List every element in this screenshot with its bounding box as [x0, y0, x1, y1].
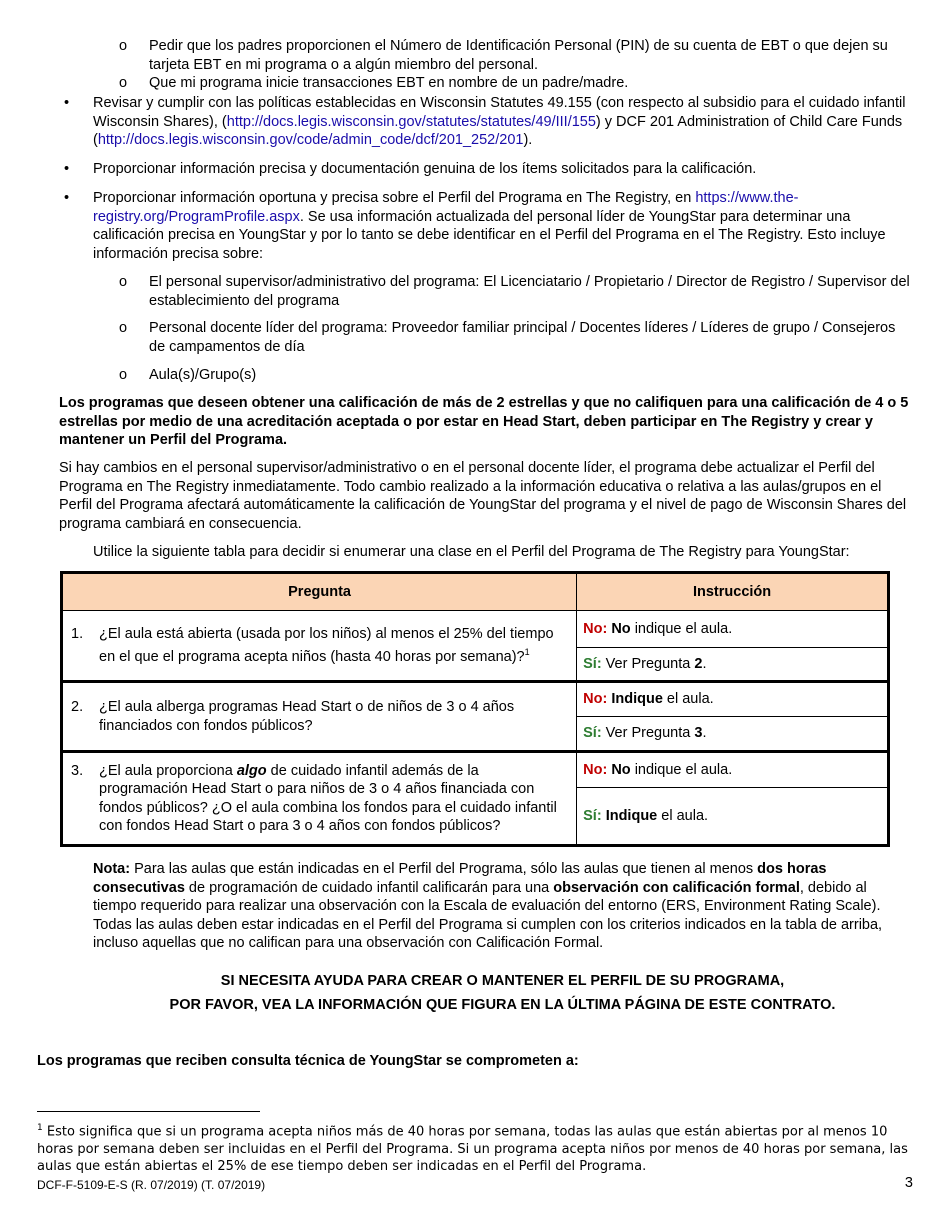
instruction-si: [577, 788, 889, 846]
question-cell: [62, 752, 577, 846]
table-intro: Utilice la siguiente tabla para decidir si enumerar una clase en el Perfil del Programa de The Registry para YoungStar:: [93, 544, 850, 560]
profile-changes-paragraph: Si hay cambios en el personal supervisor/administrativo o en el personal docente líder, el programa debe actualizar el Perfil del Programa en The Registry inmediatamente. Todo cambio realizado a la información educativa o relativa a las aulas/grupos en el Perfil del Programa afectará automáticamente la calificación de YoungStar del programa y el nivel de pago de Wisconsin Shares del programa cambiará en consecuencia.: [59, 460, 907, 532]
footnote-text: Esto significa que si un programa acepta niños más de 40 horas por semana, todas las aulas que están abiertas por al menos 10 horas por semana deben ser incluidas en el Perfil del Programa. Si un programa acepta niños por menos de 40 horas por semana, las aulas que están abiertas el 25% de ese tiempo deben ser indicadas en el Perfil del Programa.: [37, 1124, 908, 1175]
question-number: 2.: [71, 699, 84, 715]
footnote-ref: 1: [524, 647, 530, 658]
classroom-decision-table: [60, 571, 890, 847]
table-row: [62, 611, 889, 648]
question-number: 3.: [71, 762, 84, 779]
no-label: No:: [583, 691, 608, 708]
note-emphasis: observación con calificación formal: [553, 879, 800, 896]
question-text-body: ¿El aula está abierta (usada por los niños) al menos el 25% del tiempo en el que el programa acepta niños (hasta 40 horas por semana)?: [99, 625, 554, 665]
list-marker: o: [119, 367, 128, 383]
header-question: Pregunta: [62, 573, 577, 611]
footnote-number: 1: [37, 1123, 43, 1133]
table-header-row: [62, 573, 889, 611]
question-text-body: ¿El aula proporciona: [99, 762, 237, 779]
bullet-item-program-profile: [64, 189, 914, 263]
bullet-text: Proporcionar información precisa y documentación genuina de los ítems solicitados para la calificación.: [93, 161, 757, 177]
question-number: 1.: [71, 625, 84, 642]
list-item: [119, 366, 914, 385]
text-segment: ).: [523, 132, 533, 148]
list-marker: o: [119, 274, 128, 290]
bullet-item-statutes: [64, 94, 914, 150]
note-emphasis: dos horas consecutivas: [93, 861, 827, 896]
text-segment: . Se usa información actualizada del personal líder de YoungStar para determinar una calificación precisa en YoungStar y por lo tanto se debe identificar en el Perfil del Programa en el The Registry. Esto incluye información precisa sobre:: [93, 208, 886, 262]
instruction-si: [577, 648, 889, 682]
instruction-no: [577, 752, 889, 788]
footnote: [37, 1120, 917, 1176]
table-row: [62, 682, 889, 717]
instruction-emphasis: 2: [694, 655, 703, 672]
dcf-admin-code-link[interactable]: http://docs.legis.wisconsin.gov/code/admin_code/dcf/201_252/201: [97, 132, 524, 148]
bullet-marker: •: [64, 161, 70, 177]
si-label: Sí:: [583, 725, 602, 742]
table-row: [62, 752, 889, 788]
note-text: de programación de cuidado infantil calificarán para una: [184, 879, 554, 896]
bullet-text: [93, 189, 914, 263]
help-line-1: SI NECESITA AYUDA PARA CREAR O MANTENER EL PERFIL DE SU PROGRAMA,: [220, 973, 785, 989]
page-number: 3: [904, 1175, 913, 1191]
instruction-no: [577, 682, 889, 717]
table-note: [93, 860, 908, 953]
footnote-divider: [37, 1111, 260, 1112]
list-item: [119, 319, 914, 356]
bullet-marker: •: [64, 95, 70, 111]
bullet-marker: •: [64, 190, 70, 206]
question-text-body: de cuidado infantil además de la programación Head Start o para niños de 3 o 4 años financiada con fondos públicos? ¿O el aula combina los fondos para el cuidado infantil con fondos Head Start o para 3 o 4 años con fondos públicos?: [99, 762, 557, 834]
note-label: Nota:: [93, 861, 131, 877]
instruction-text: Ver Pregunta: [601, 725, 695, 742]
program-profile-link[interactable]: https://www.the-registry.org/ProgramProfile.aspx: [93, 190, 799, 225]
list-item-text: Que mi programa inicie transacciones EBT en nombre de un padre/madre.: [149, 75, 629, 91]
instruction-no: [577, 611, 889, 648]
text-segment: Proporcionar información oportuna y precisa sobre el Perfil del Programa en The Registry, en: [93, 190, 696, 206]
question-text: ¿El aula alberga programas Head Start o de niños de 3 o 4 años financiados con fondos públicos?: [99, 699, 515, 734]
list-marker: o: [119, 75, 128, 91]
statutes-link[interactable]: http://docs.legis.wisconsin.gov/statutes/statutes/49/III/155: [226, 113, 596, 130]
list-item: [119, 273, 914, 310]
bullet-item-documentation: [64, 160, 914, 179]
instruction-text: el aula.: [662, 691, 714, 708]
question-emphasis: algo: [236, 762, 267, 779]
text-segment: ) y DCF 201 Administration of Child Care Funds (: [93, 113, 903, 148]
instruction-emphasis: No: [611, 761, 631, 778]
form-id: DCF-F-5109-E-S (R. 07/2019) (T. 07/2019): [37, 1178, 266, 1192]
help-line-2: POR FAVOR, VEA LA INFORMACIÓN QUE FIGURA EN LA ÚLTIMA PÁGINA DE ESTE CONTRATO.: [169, 997, 836, 1013]
instruction-text: .: [702, 655, 707, 672]
question-text: [99, 625, 570, 667]
note-text: , debido al tiempo requerido para realizar una observación con la Escala de evaluación del entorno (ERS, Environment Rating Scale). Todas las aulas deben estar indicadas en el Perfil del Programa si cumplen con los criterios indicados en la tabla de arriba, incluso aquellas que no califican para una observación con Calificación Formal.: [93, 879, 883, 951]
list-marker: o: [119, 320, 128, 336]
header-instruction: Instrucción: [577, 573, 889, 611]
list-item-text: Personal docente líder del programa: Proveedor familiar principal / Docentes líderes / Líderes de grupo / Consejeros de campamentos de día: [149, 320, 896, 355]
no-label: No:: [583, 761, 608, 778]
instruction-emphasis: No: [611, 620, 631, 637]
si-label: Sí:: [583, 655, 602, 672]
question-cell: [62, 682, 577, 752]
instruction-text: indique el aula.: [630, 761, 733, 778]
text-segment: Revisar y cumplir con las políticas establecidas en Wisconsin Statutes 49.155 (con respecto al subsidio para el cuidado infantil Wisconsin Shares), (: [93, 95, 906, 130]
instruction-emphasis: Indique: [605, 807, 658, 824]
section-heading: Los programas que reciben consulta técnica de YoungStar se comprometen a:: [37, 1053, 579, 1069]
instruction-text: indique el aula.: [630, 620, 733, 637]
instruction-si: [577, 717, 889, 752]
question-cell: [62, 611, 577, 682]
question-text: [99, 762, 570, 836]
list-item-text: Aula(s)/Grupo(s): [149, 367, 257, 383]
list-item-text: Pedir que los padres proporcionen el Número de Identificación Personal (PIN) de su cuenta de EBT o que dejen su tarjeta EBT en mi programa o a algún miembro del personal.: [149, 38, 888, 73]
instruction-text: Ver Pregunta: [601, 655, 695, 672]
instruction-text: el aula.: [657, 807, 709, 824]
note-text: Para las aulas que están indicadas en el Perfil del Programa, sólo las aulas que tienen al menos: [130, 861, 758, 877]
si-label: Sí:: [583, 807, 602, 824]
bullet-text: [93, 94, 914, 150]
instruction-text: .: [702, 725, 707, 742]
instruction-emphasis: 3: [694, 725, 703, 742]
list-item: [119, 74, 914, 93]
instruction-emphasis: Indique: [611, 691, 663, 708]
list-item-text: El personal supervisor/administrativo del programa: El Licenciatario / Propietario / Director de Registro / Supervisor del establecimiento del programa: [149, 274, 910, 309]
registry-requirement-paragraph: Los programas que deseen obtener una calificación de más de 2 estrellas y que no califiquen para una calificación de 4 o 5 estrellas por medio de una acreditación aceptada o por estar en Head Start, deben participar en The Registry y crear y mantener un Perfil del Programa.: [59, 395, 909, 448]
list-item: [119, 37, 914, 74]
no-label: No:: [583, 620, 608, 637]
list-marker: o: [119, 38, 128, 54]
